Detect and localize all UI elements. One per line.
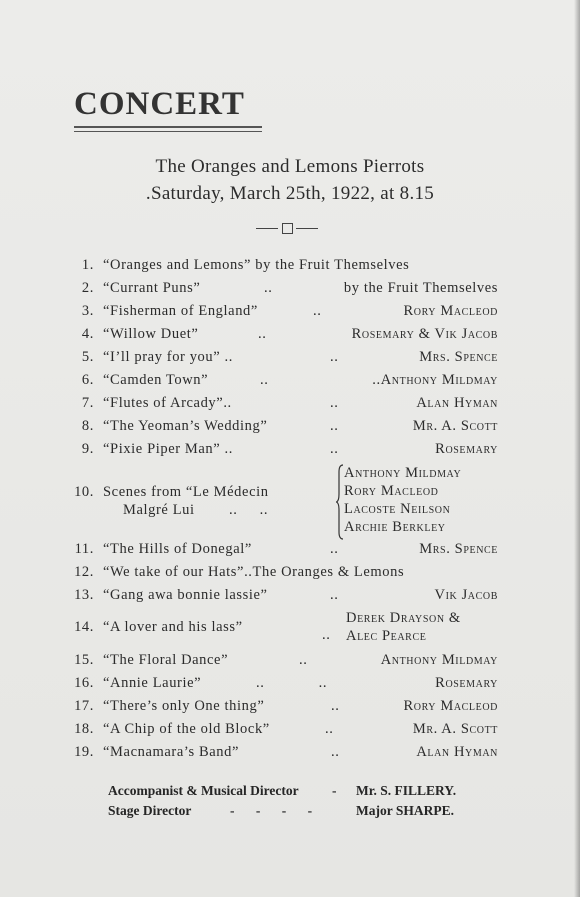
leader-dots: .. .. [256,675,328,691]
item-title: “I’ll pray for you” .. [103,349,233,365]
programme-item-continued [0,502,580,524]
programme-item [0,587,580,609]
performer-name: Alec Pearce [346,628,427,644]
programme-item [0,675,580,697]
item-number: 7. [81,395,94,411]
performer-name: Rory Macleod [344,483,439,499]
programme-item [0,698,580,720]
leader-dots: .. [330,587,339,603]
performer-name: Lacoste Neilson [344,501,451,517]
item-title: Scenes from “Le Médecin [103,484,269,500]
programme-item [0,744,580,766]
item-title: “Oranges and Lemons” by the Fruit Themselves [103,257,410,273]
performer-name: Rory Macleod [403,303,498,319]
performer-name: Mrs. Spence [419,541,498,557]
item-number: 10. [74,484,94,500]
performer-name: Alan Hyman [416,744,498,760]
item-title: “There’s only One thing” [103,698,265,714]
programme-item [0,418,580,440]
programme-item [0,372,580,394]
performer-name: Rosemary & Vik Jacob [351,326,498,342]
programme-item [0,541,580,563]
item-number: 3. [81,303,94,319]
programme-item [0,564,580,586]
leader-dots: .. [260,372,269,388]
programme-item [0,280,580,302]
performer-name: Anthony Mildmay [380,652,498,668]
item-title: “Currant Puns” [103,280,201,296]
credit-name: Mr. S. FILLERY. [356,783,457,798]
leader-dots: .. [322,627,331,643]
programme-item [0,652,580,674]
performer-name: Mrs. Spence [419,349,498,365]
item-title: “Macnamara’s Band” [103,744,240,760]
programme-item [0,303,580,325]
item-title: “Camden Town” [103,372,209,388]
performer-name: Rosemary [435,675,498,691]
item-number: 2. [81,280,94,296]
item-title: “Fisherman of England” [103,303,258,319]
programme-item [0,326,580,348]
item-title: “Pixie Piper Man” .. [103,441,233,457]
programme-item [0,619,580,641]
leader-dots: .. [330,418,339,434]
leader-dots: .. [330,541,339,557]
item-title: “Annie Laurie” [103,675,202,691]
item-number: 6. [81,372,94,388]
item-title: “We take of our Hats”..The Oranges & Lemons [103,564,405,580]
item-number: 11. [74,541,94,557]
programme-item [0,395,580,417]
item-title: “A lover and his lass” [103,619,243,635]
item-title: “The Floral Dance” [103,652,229,668]
leader-dots: .. [331,698,340,714]
performer-name: Rosemary [435,441,498,457]
performer-name: Archie Berkley [344,519,446,535]
programme-item [0,721,580,743]
item-number: 4. [81,326,94,342]
item-number: 12. [74,564,94,580]
title-underline-bottom [74,131,262,132]
brace-symbol [336,464,344,540]
item-number: 15. [74,652,94,668]
credit-role: Accompanist & Musical Director [108,783,299,798]
programme-item [0,441,580,463]
event-name: The Oranges and Lemons Pierrots [155,156,425,177]
item-title: “Willow Duet” [103,326,199,342]
leader-dots: .. [330,349,339,365]
programme-item [0,257,580,279]
leader-dots: .. [330,441,339,457]
divider-ornament [256,222,320,234]
performer-name: Alan Hyman [416,395,498,411]
credit-name: Major SHARPE. [356,803,454,818]
item-number: 19. [74,744,94,760]
leader-dots: .. [313,303,322,319]
leader-dots: .. [330,395,339,411]
item-title: “Gang awa bonnie lassie” [103,587,268,603]
performer-name: Vik Jacob [434,587,498,603]
item-number: 1. [81,257,94,273]
item-title: “The Hills of Donegal” [103,541,252,557]
leader-dots: .. [258,326,267,342]
leader-dots: .. [331,744,340,760]
leader-dots: .. [264,280,273,296]
leader-dots: .. [299,652,308,668]
credit-role: Stage Director [108,803,192,818]
performer-name: Anthony Mildmay [344,465,462,481]
event-date: .Saturday, March 25th, 1922, at 8.15 [145,183,435,204]
item-title: “Flutes of Arcady”.. [103,395,232,411]
performer-name: Mr. A. Scott [412,418,498,434]
performer-name: Mr. A. Scott [412,721,498,737]
performer-name: ..Anthony Mildmay [372,372,498,388]
item-number: 17. [74,698,94,714]
item-title-continued: Malgré Lui [123,502,195,518]
credit-dash: - - - - [230,803,313,818]
item-number: 14. [74,619,94,635]
item-number: 18. [74,721,94,737]
leader-dots: .. [325,721,334,737]
performer-name: Derek Drayson & [346,610,461,626]
item-number: 8. [81,418,94,434]
title-underline-top [74,126,262,128]
item-title: “A Chip of the old Block” [103,721,270,737]
item-number: 13. [74,587,94,603]
item-number: 9. [81,441,94,457]
performer-name: by the Fruit Themselves [343,280,498,296]
item-title: “The Yeoman’s Wedding” [103,418,268,434]
item-number: 16. [74,675,94,691]
credit-dash: - [332,783,337,798]
performer-name: Rory Macleod [403,698,498,714]
page-title: CONCERT [74,86,245,122]
programme-item [0,349,580,371]
item-number: 5. [81,349,94,365]
leader-dots: .. .. [229,502,269,518]
